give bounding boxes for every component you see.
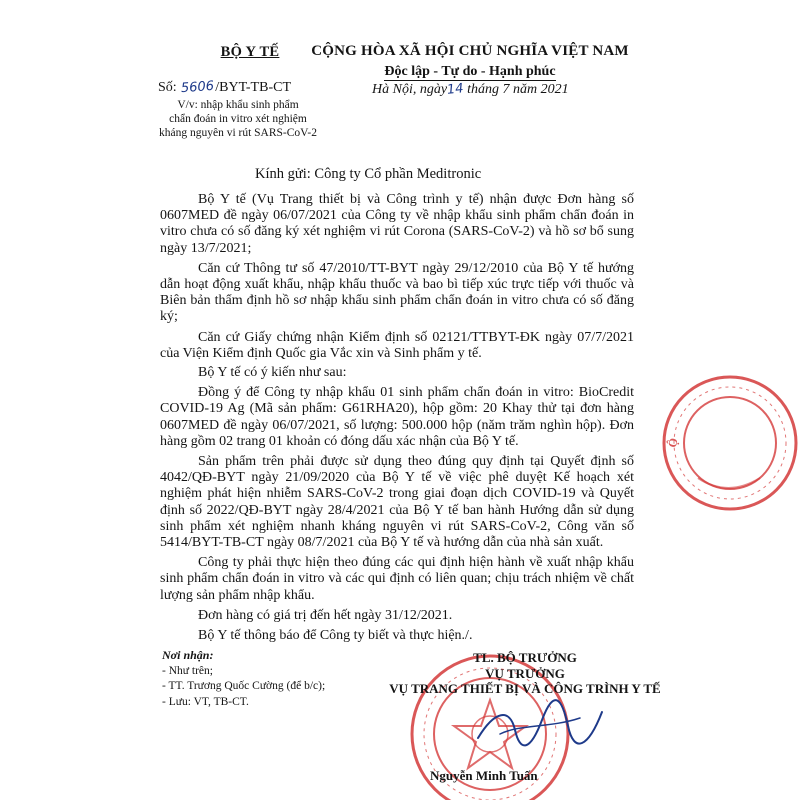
date-day-handwritten: 14 xyxy=(446,81,465,98)
body-section-2 xyxy=(160,365,634,648)
addressee: Kính gửi: Công ty Cổ phần Meditronic xyxy=(255,166,482,182)
signature-line: VỤ TRƯỞNG xyxy=(485,665,565,681)
nation-header xyxy=(300,43,640,80)
body-paragraph: Căn cứ Thông tư số 47/2010/TT-BYT ngày 29/12/2010 của Bộ Y tế hướng dẫn hoạt động xuất khẩu, nhập khẩu thuốc và bao bì tiếp xúc trực tiếp với thuốc và Biên bản thẩm định hồ sơ nhập khẩu sinh phẩm chẩn đoán in vitro chưa có số đăng ký; xyxy=(160,260,634,325)
seal-icon xyxy=(648,368,800,518)
body-paragraph: Đơn hàng có giá trị đến hết ngày 31/12/2021. xyxy=(198,607,453,623)
motto-text: Độc lập - Tự do - Hạnh phúc xyxy=(384,64,556,79)
ministry-name: BỘ Y TẾ xyxy=(220,44,280,60)
motto xyxy=(300,64,640,80)
number-handwritten: 5606 xyxy=(180,78,215,97)
date-line xyxy=(372,82,569,98)
signature-icon xyxy=(470,690,610,760)
body-paragraph: Đồng ý để Công ty nhập khẩu 01 sinh phẩm chẩn đoán in vitro: BioCredit COVID-19 Ag (Mã sản phẩm: G61RHA20), hộp gồm: 20 Khay thử tại đơn hàng 0607MED đề ngày 06/07/2021, số lượng: 500.000 hộp (năm trăm nghìn hộp). Đơn hàng gồm 02 trang 01 khoản có đóng dấu xác nhận của Bộ Y tế. xyxy=(160,385,634,449)
subject-line: chẩn đoán in vitro xét nghiệm xyxy=(169,113,307,125)
body-paragraph: Sản phẩm trên phải được sử dụng theo đúng quy định tại Quyết định số 4042/QĐ-BYT ngày 21/09/2020 của Bộ Y tế về việc phê duyệt Kế hoạch xét nghiệm phát hiện nhiễm SARS-CoV-2 trong giai đoạn dịch COVID-19 và Quyết định số 2022/QĐ-BYT ngày 28/4/2021 của Bộ Y tế ban hành Hướng dẫn sử dụng sinh phẩm xét nghiệm nhanh kháng nguyên vi rút SARS-CoV-2, Công văn số 5414/BYT-TB-CT ngày 08/7/2021 của Bộ Y tế và hướng dẫn của nhà sản xuất. xyxy=(160,454,634,551)
body-paragraph: Căn cứ Giấy chứng nhận Kiểm định số 02121/TTBYT-ĐK ngày 07/7/2021 của Viện Kiểm định Quốc gia Vắc xin và Sinh phẩm y tế. xyxy=(160,329,634,361)
subject-line: kháng nguyên vi rút SARS-CoV-2 xyxy=(158,127,318,139)
signature-line: TL. BỘ TRƯỞNG xyxy=(473,650,577,665)
date-suffix: tháng 7 năm 2021 xyxy=(467,82,569,97)
document-number xyxy=(158,80,291,96)
signature-line: VỤ TRANG THIẾT BỊ VÀ CÔNG TRÌNH Y TẾ xyxy=(389,681,661,696)
body-section-1 xyxy=(160,192,634,366)
nation-name: CỘNG HÒA XÃ HỘI CHỦ NGHĨA VIỆT NAM xyxy=(311,43,629,59)
signer-name: Nguyễn Minh Tuấn xyxy=(430,768,538,783)
body-paragraph: Bộ Y tế thông báo để Công ty biết và thực hiện./. xyxy=(198,628,473,644)
body-paragraph: Bộ Y tế có ý kiến như sau: xyxy=(198,365,347,380)
svg-text:Ộ: Ộ xyxy=(665,436,681,449)
recipient-item: - Lưu: VT, TB-CT. xyxy=(162,695,249,708)
subject-line: V/v: nhập khẩu sinh phẩm xyxy=(177,99,299,111)
signature-block xyxy=(355,650,695,697)
number-suffix: /BYT-TB-CT xyxy=(215,80,291,95)
number-prefix: Số: xyxy=(158,80,177,95)
date-prefix: Hà Nội, ngày xyxy=(372,82,448,97)
body-paragraph: Công ty phải thực hiện theo đúng các qui định hiện hành về xuất nhập khẩu sinh phẩm chẩn đoán in vitro và các qui định có liên quan; chịu trách nhiệm về chất lượng sản phẩm nhập khẩu. xyxy=(160,555,634,603)
recipient-item: - TT. Trương Quốc Cường (để b/c); xyxy=(162,680,326,692)
body-paragraph: Bộ Y tế (Vụ Trang thiết bị và Công trình y tế) nhận được Đơn hàng số 0607MED đề ngày 06/07/2021 của Công ty về nhập khẩu sinh phẩm chẩn đoán in vitro chưa có số đăng ký xét nghiệm vi rút Corona (SARS-CoV-2) và hồ sơ bổ sung ngày 13/7/2021; xyxy=(160,192,634,256)
subject xyxy=(138,98,338,140)
recipient-item: - Như trên; xyxy=(162,664,213,677)
recipients xyxy=(162,648,377,710)
recipients-title: Nơi nhận: xyxy=(162,648,214,662)
